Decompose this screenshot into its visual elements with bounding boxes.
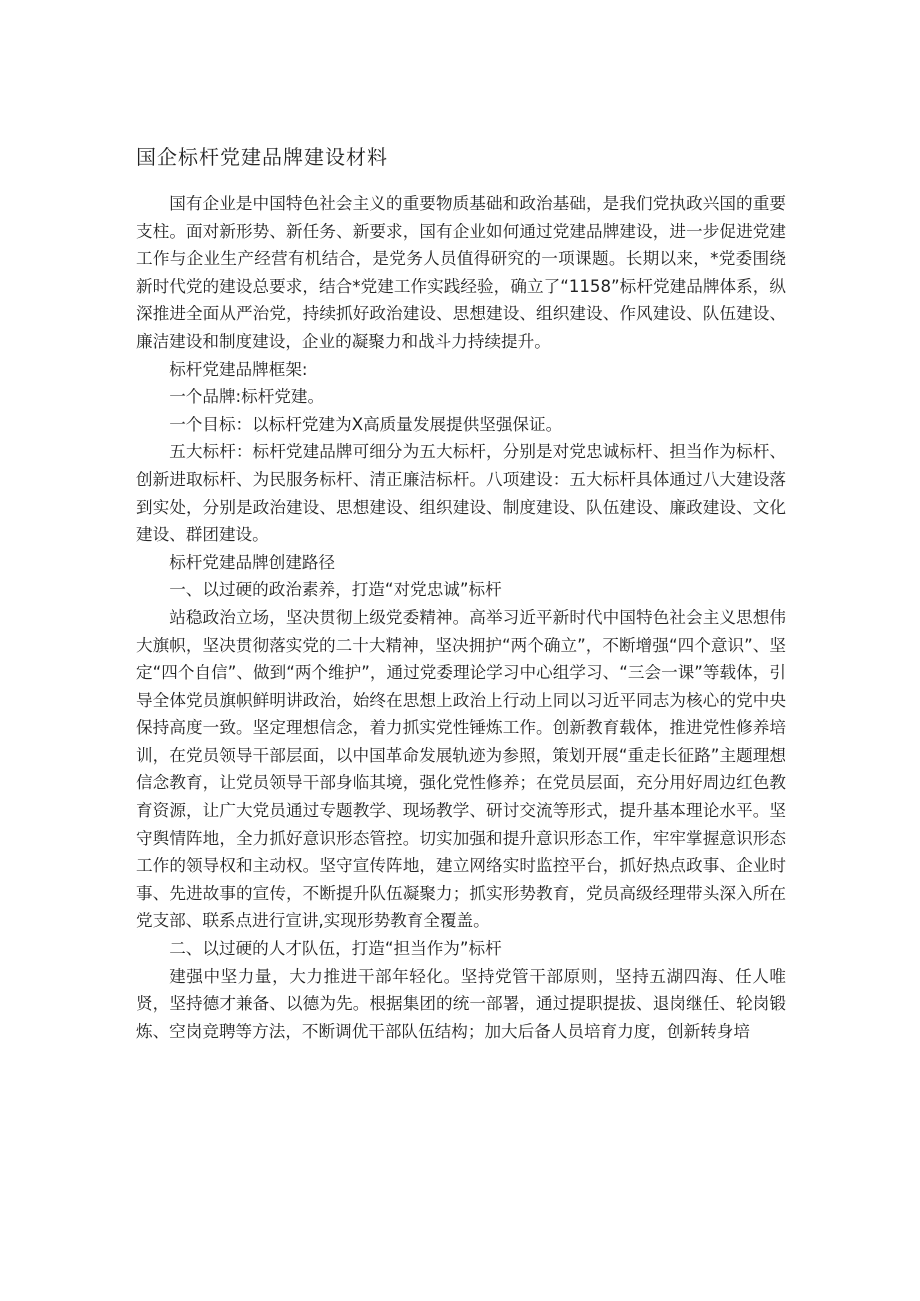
paragraph-five-benchmarks: 五大标杆：标杆党建品牌可细分为五大标杆，分别是对党忠诚标杆、担当作为标杆、创新进取标杆、为民服务标杆、清正廉洁标杆。八项建设：五大标杆具体通过八大建设落到实处，分别是政治建设、思想建设、组织建设、制度建设、队伍建设、廉政建设、文化建设、群团建设。	[136, 442, 786, 545]
document-body	[136, 190, 786, 1045]
paragraph-one-goal: 一个目标：以标杆党建为X高质量发展提供坚强保证。	[169, 414, 563, 434]
document-title: 国企标杆党建品牌建设材料	[136, 145, 388, 169]
paragraph-section-1: 站稳政治立场，坚决贯彻上级党委精神。高举习近平新时代中国特色社会主义思想伟大旗帜，坚决贯彻落实党的二十大精神，坚决拥护“两个确立”，不断增强“四个意识”、坚定“四个自信”、做到“两个维护”，通过党委理论学习中心组学习、“三会一课”等载体，引导全体党员旗帜鲜明讲政治，始终在思想上政治上行动上同以习近平同志为核心的党中央保持高度一致。坚定理想信念，着力抓实党性锤炼工作。创新教育载体，推进党性修养培训，在党员领导干部层面，以中国革命发展轨迹为参照，策划开展“重走长征路”主题理想信念教育，让党员领导干部身临其境，强化党性修养；在党员层面，充分用好周边红色教育资源，让广大党员通过专题教学、现场教学、研讨交流等形式，提升基本理论水平。坚守舆情阵地，全力抓好意识形态管控。切实加强和提升意识形态工作，牢牢掌握意识形态工作的领导权和主动权。坚守宣传阵地，建立网络实时监控平台，抓好热点政事、企业时事、先进故事的宣传，不断提升队伍凝聚力；抓实形势教育，党员高级经理带头深入所在党支部、联系点进行宣讲,实现形势教育全覆盖。	[136, 607, 786, 931]
paragraph-section-2: 建强中坚力量，大力推进干部年轻化。坚持党管干部原则，坚持五湖四海、任人唯贤，坚持德才兼备、以德为先。根据集团的统一部署，通过提职提拔、退岗继任、轮岗锻炼、空岗竞聘等方法，不断调优干部队伍结构；加大后备人员培育力度，创新转身培	[136, 966, 786, 1041]
paragraph-framework-heading: 标杆党建品牌框架:	[169, 359, 308, 379]
paragraph-path-heading: 标杆党建品牌创建路径	[169, 552, 336, 572]
section-heading-1: 一、以过硬的政治素养，打造“对党忠诚”标杆	[169, 580, 502, 600]
paragraph-intro: 国有企业是中国特色社会主义的重要物质基础和政治基础，是我们党执政兴国的重要支柱。面对新形势、新任务、新要求，国有企业如何通过党建品牌建设，进一步促进党建工作与企业生产经营有机结合，是党务人员值得研究的一项课题。长期以来，*党委围绕新时代党的建设总要求，结合*党建工作实践经验，确立了“1158”标杆党建品牌体系，纵深推进全面从严治党，持续抓好政治建设、思想建设、组织建设、作风建设、队伍建设、廉洁建设和制度建设，企业的凝聚力和战斗力持续提升。	[136, 194, 786, 351]
paragraph-one-brand: 一个品牌:标杆党建。	[169, 387, 325, 407]
section-heading-2: 二、以过硬的人才队伍，打造“担当作为”标杆	[169, 939, 502, 959]
